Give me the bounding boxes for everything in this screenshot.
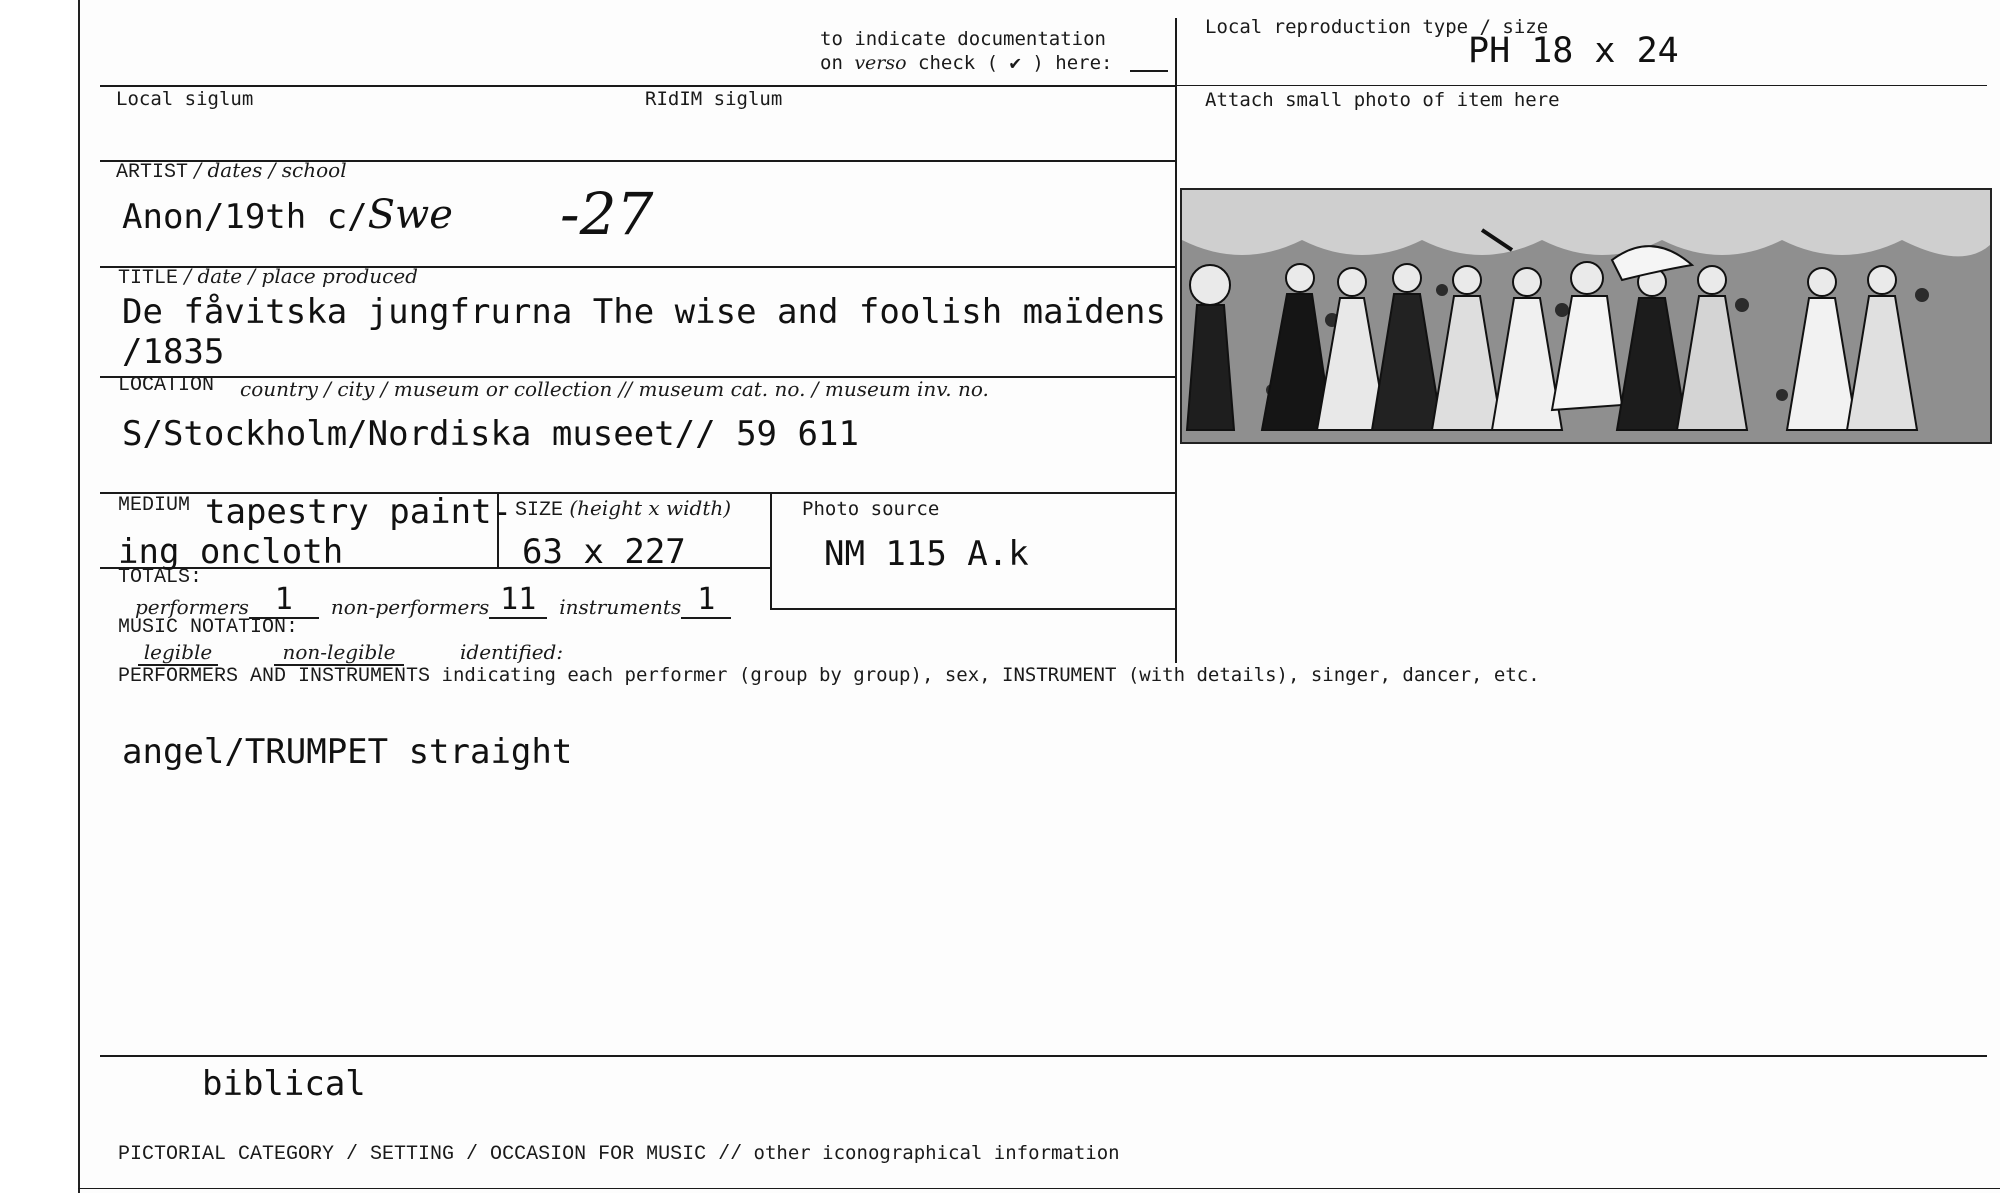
performers-header — [118, 664, 1540, 688]
medium-value-line2: ing oncloth — [118, 532, 344, 572]
verso-suffix: check ( ✔ ) here: — [906, 52, 1113, 74]
notation-identified: identified: — [460, 640, 564, 664]
performers-label: performers — [135, 595, 249, 619]
notation-non-legible[interactable]: non-legible — [274, 640, 404, 666]
photo-source-label: Photo source — [802, 498, 940, 520]
notation-options — [138, 640, 563, 666]
notation-label: MUSIC NOTATION: — [118, 616, 299, 639]
artist-value — [122, 192, 453, 238]
rule-top-right — [1177, 85, 1987, 86]
category-value: biblical — [202, 1064, 366, 1104]
rule-performers-bottom — [100, 1055, 1987, 1057]
category-label: PICTORIAL CATEGORY / SETTING / OCCASION FOR MUSIC // — [118, 1143, 743, 1166]
title-value-line1: De fåvitska jungfrurna The wise and foolish maïdens — [122, 292, 1166, 332]
non-performers-label: non-performers — [330, 595, 490, 619]
size-value: 63 x 227 — [522, 532, 686, 572]
location-label: LOCATION — [118, 374, 215, 397]
photo-source-value: NM 115 A.k — [824, 534, 1029, 574]
verso-word: verso — [854, 52, 907, 74]
artist-handwritten-school: Swe — [367, 192, 453, 238]
verso-prefix: on — [820, 52, 855, 74]
attach-photo-label: Attach small photo of item here — [1205, 89, 1560, 111]
title-label-sub: / date / place produced — [178, 264, 418, 288]
size-label-main: SIZE — [515, 499, 564, 522]
performers-value: 1 — [249, 582, 319, 619]
rule-size-photo — [770, 494, 772, 610]
totals-label: TOTALS: — [118, 566, 203, 589]
totals-row — [135, 582, 731, 619]
artist-label-main: ARTIST — [116, 161, 189, 184]
verso-instruction-line2 — [820, 52, 1112, 74]
performers-label-sub: indicating each performer (group by group), sex, INSTRUMENT (with details), singer, dancer, etc. — [430, 664, 1540, 686]
title-label — [118, 264, 418, 290]
non-performers-value: 11 — [489, 582, 547, 619]
location-label-sub: country / city / museum or collection // museum cat. no. / museum inv. no. — [240, 377, 989, 401]
performers-value: angel/TRUMPET straight — [122, 732, 573, 772]
rule-photo-source-bottom — [770, 608, 1175, 610]
tapestry-image — [1182, 190, 1990, 442]
category-footer — [118, 1142, 1120, 1166]
artist-text: Anon/19th c/ — [122, 197, 368, 237]
instruments-label: instruments — [559, 595, 682, 619]
artist-label — [116, 158, 347, 184]
category-label-sub: other iconographical information — [742, 1142, 1120, 1164]
notation-legible[interactable]: legible — [138, 640, 218, 666]
repro-type-value: PH 18 x 24 — [1468, 31, 1679, 71]
local-siglum-label: Local siglum — [116, 88, 254, 110]
performers-label: PERFORMERS AND INSTRUMENTS — [118, 665, 431, 688]
title-value-line2: /1835 — [122, 332, 225, 372]
rule-center-vertical — [1175, 18, 1177, 663]
instruments-value: 1 — [681, 582, 731, 619]
verso-instruction-line1: to indicate documentation — [820, 28, 1106, 50]
location-value: S/Stockholm/Nordiska museet// 59 611 — [122, 414, 859, 454]
ridim-siglum-label: RIdIM siglum — [645, 88, 783, 110]
tapestry-photo — [1180, 188, 1992, 444]
artist-handwritten-number: -27 — [560, 180, 654, 248]
size-label-sub: (height x width) — [563, 496, 732, 520]
artist-label-sub: / dates / school — [188, 158, 347, 182]
rule-card-bottom — [78, 1188, 2000, 1189]
verso-check-box[interactable] — [1130, 70, 1168, 72]
medium-value-line1: tapestry paint- — [205, 492, 513, 532]
rule-header-bottom — [100, 85, 1177, 87]
title-label-main: TITLE — [118, 267, 179, 290]
medium-label: MEDIUM — [118, 494, 191, 517]
repro-type-label: Local reproduction type / size — [1205, 16, 1549, 38]
size-label — [515, 496, 731, 522]
